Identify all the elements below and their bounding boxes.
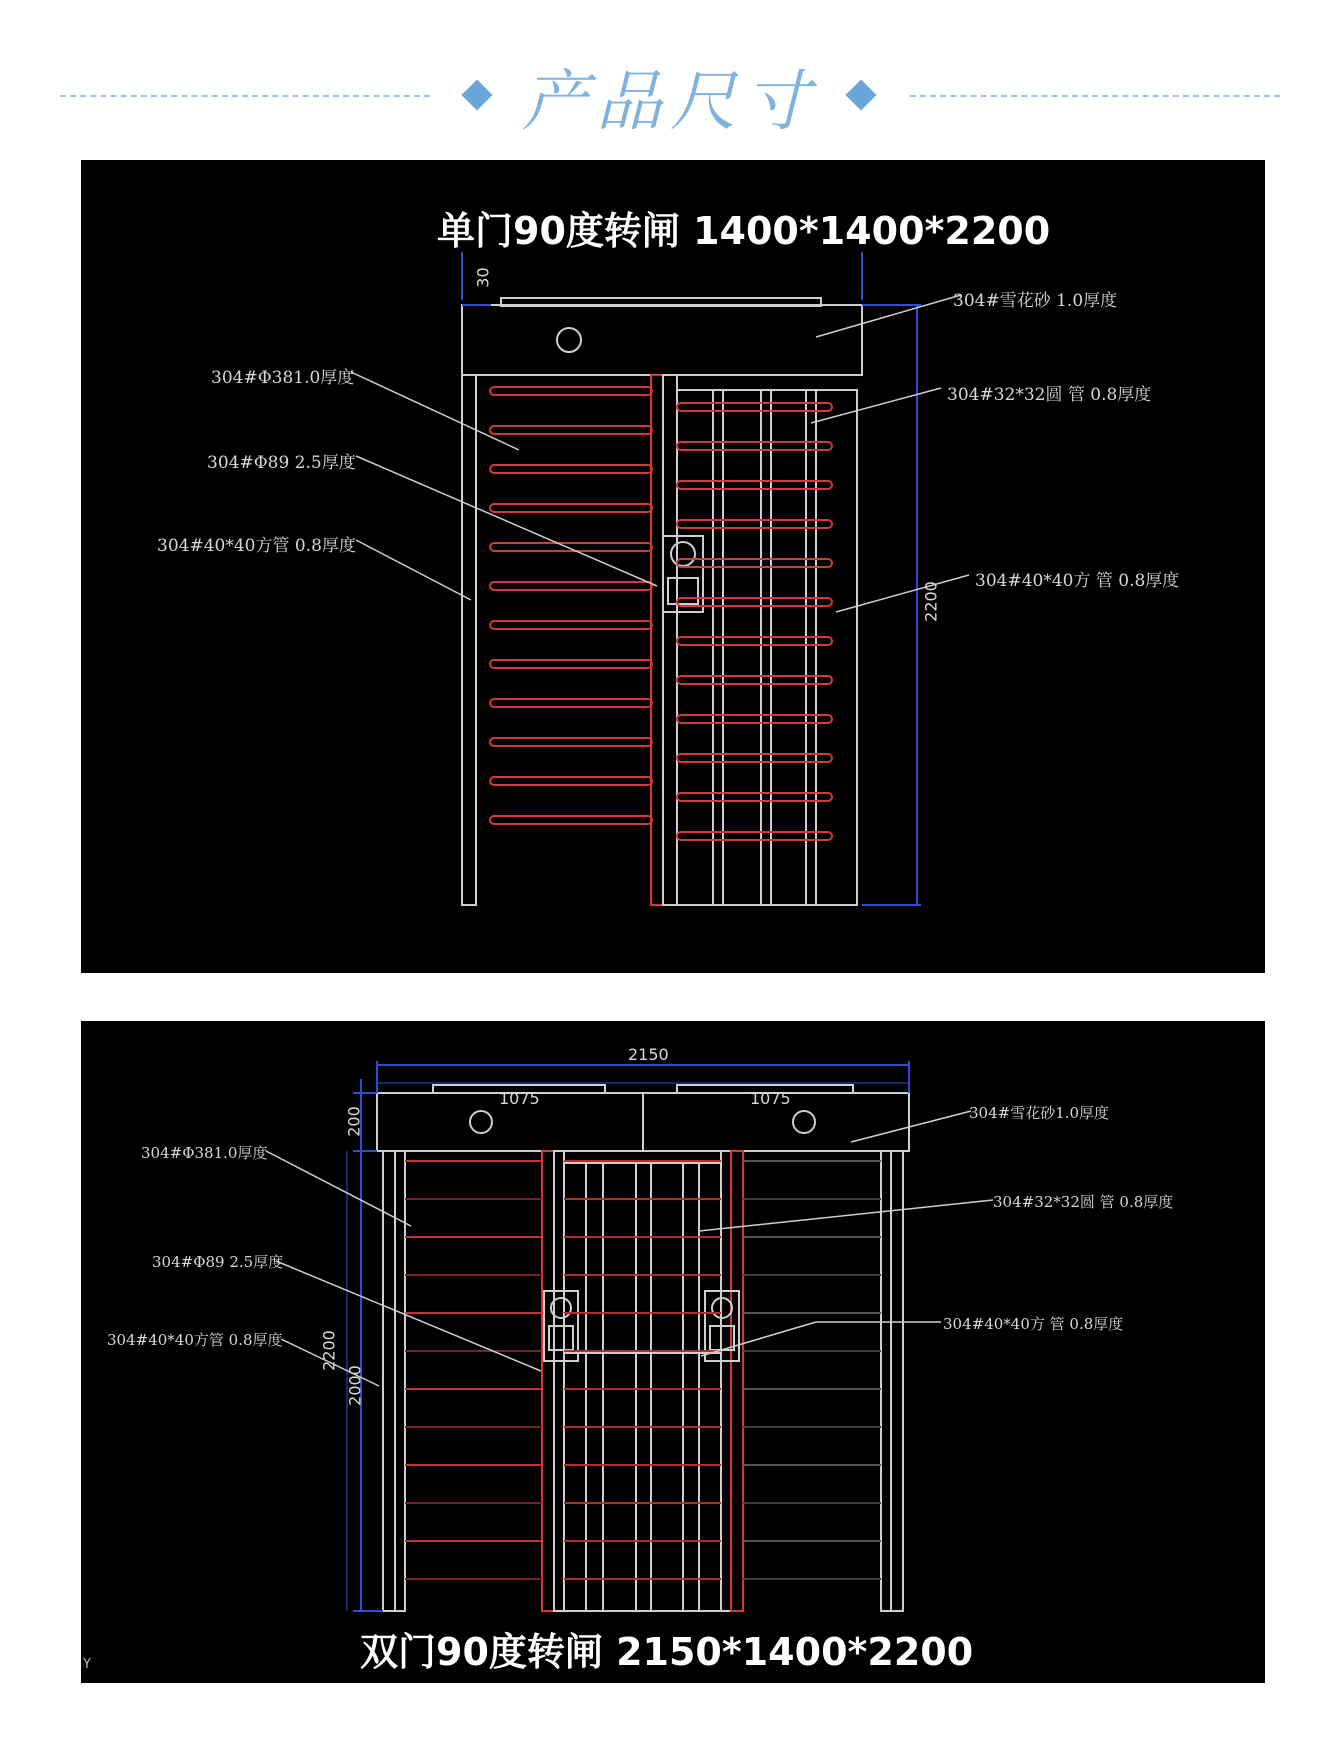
single-label-square-right: 304#40*40方 管 0.8厚度: [975, 571, 1180, 591]
section-title: 产品尺寸: [522, 63, 818, 140]
single-right-arm: [677, 559, 832, 567]
page-header: [0, 0, 1338, 160]
double-label-square-right: 304#40*40方 管 0.8厚度: [943, 1315, 1124, 1333]
single-right-arm: [677, 793, 832, 801]
double-dim-half-right: 1075: [750, 1089, 791, 1108]
double-dim-top: 200: [344, 1106, 364, 1137]
single-left-arm: [490, 660, 652, 668]
single-left-arm: [490, 738, 652, 746]
cad-axis-label: Y: [83, 1657, 91, 1672]
single-left-arm: [490, 504, 652, 512]
single-dim-top: 30: [473, 267, 493, 288]
single-gate-drawing: [81, 160, 1265, 973]
double-dim-half-left: 1075: [499, 1089, 540, 1108]
single-label-square-left: 304#40*40方管 0.8厚度: [157, 536, 356, 556]
single-right-arm: [677, 481, 832, 489]
single-left-arm: [490, 699, 652, 707]
single-right-arm: [677, 598, 832, 606]
single-label-pipe-89: 304#Φ89 2.5厚度: [207, 453, 356, 473]
single-left-arm: [490, 816, 652, 824]
single-left-arm: [490, 426, 652, 434]
double-label-pipe-89: 304#Φ89 2.5厚度: [152, 1253, 284, 1271]
right-diamond-icon: [845, 79, 876, 110]
single-left-arm: [490, 621, 652, 629]
left-dash-divider: [60, 95, 430, 97]
single-left-arm: [490, 465, 652, 473]
single-label-round-pipe: 304#32*32圆 管 0.8厚度: [947, 385, 1152, 405]
double-dim-inner: 2000: [345, 1365, 365, 1406]
single-label-top-plate: 304#雪花砂 1.0厚度: [953, 291, 1118, 311]
single-right-arm: [677, 754, 832, 762]
single-left-arm: [490, 387, 652, 395]
single-left-arm: [490, 543, 652, 551]
single-right-arm: [677, 715, 832, 723]
single-right-arm: [677, 637, 832, 645]
single-gate-title: 单门90度转闸 1400*1400*2200: [437, 209, 1051, 253]
double-dim-height: 2200: [319, 1330, 339, 1371]
single-right-arm: [677, 520, 832, 528]
left-diamond-icon: [461, 79, 492, 110]
double-gate-drawing: [81, 1021, 1265, 1683]
single-right-arm: [677, 442, 832, 450]
double-gate-title: 双门90度转闸 2150*1400*2200: [360, 1630, 974, 1674]
single-left-arm: [490, 777, 652, 785]
double-label-round-pipe: 304#32*32圆 管 0.8厚度: [993, 1193, 1174, 1211]
double-dim-total: 2150: [628, 1045, 669, 1064]
single-right-arm: [677, 832, 832, 840]
right-dash-divider: [910, 95, 1280, 97]
double-label-top-plate: 304#雪花砂1.0厚度: [969, 1104, 1110, 1122]
single-right-arm: [677, 676, 832, 684]
single-dim-height: 2200: [921, 581, 941, 622]
single-label-pipe-38: 304#Φ381.0厚度: [211, 368, 355, 388]
double-label-square-left: 304#40*40方管 0.8厚度: [107, 1331, 283, 1349]
single-right-arm: [677, 403, 832, 411]
single-left-arm: [490, 582, 652, 590]
double-label-pipe-38: 304#Φ381.0厚度: [141, 1144, 268, 1162]
